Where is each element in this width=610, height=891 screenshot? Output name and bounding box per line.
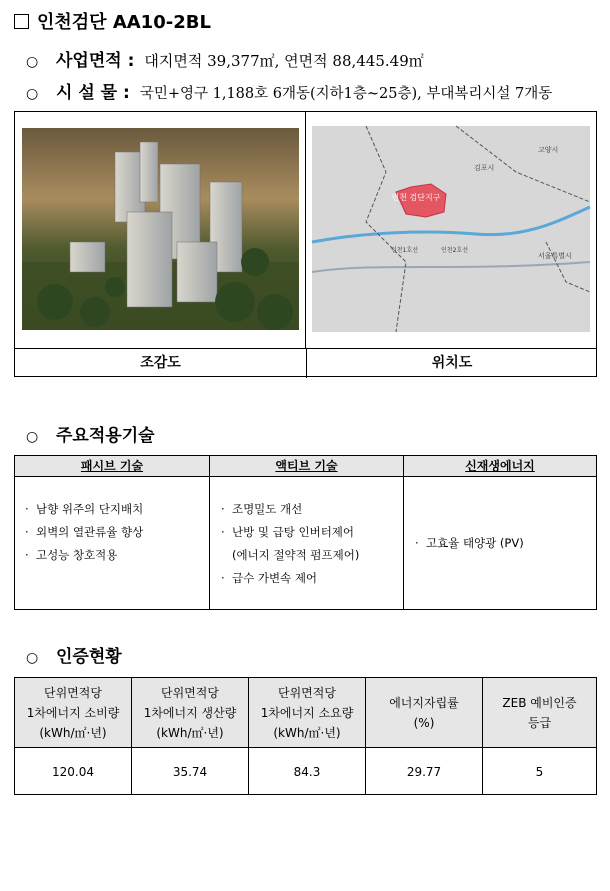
site-area-line <box>26 46 424 71</box>
cert-header-requirement: 단위면적당 1차에너지 소요량 (kWh/㎡·년) <box>260 685 354 740</box>
cert-table <box>14 677 597 795</box>
cert-value-requirement: 84.3 <box>293 765 321 779</box>
cert-header-zeb-grade: ZEB 예비인증 등급 <box>502 695 577 730</box>
cert-heading-text: 인증현황 <box>56 647 122 667</box>
circle-bullet-icon: ○ <box>26 650 39 666</box>
list-item: (에너지 절약적 펌프제어) <box>231 548 360 562</box>
map-gimpo-label: 김포시 <box>474 164 495 172</box>
circle-bullet-icon: ○ <box>26 54 39 70</box>
location-map-image <box>306 112 596 348</box>
aerial-view-image <box>15 112 305 348</box>
aerial-caption: 조감도 <box>140 355 181 371</box>
list-item: · 고성능 창호적용 <box>25 548 118 562</box>
tech-table-header <box>15 456 596 477</box>
renewable-header: 신재생에너지 <box>465 459 535 473</box>
cert-value-zeb-grade: 5 <box>535 765 544 779</box>
renewable-list <box>415 532 524 555</box>
cert-value-consumption: 120.04 <box>52 765 94 779</box>
tech-heading <box>26 421 155 446</box>
map-project-label: 인천 검단지구 <box>391 193 441 202</box>
site-area-label: 사업면적 : <box>56 51 135 71</box>
list-item: · 난방 및 급탕 인버터제어 <box>221 525 355 539</box>
tech-heading-text: 주요적용기술 <box>56 426 155 446</box>
circle-bullet-icon: ○ <box>26 429 39 445</box>
facilities-label: 시 설 물 : <box>56 83 130 103</box>
page-title <box>14 8 211 34</box>
facilities-line <box>26 78 552 103</box>
list-item: · 고효율 태양광 (PV) <box>415 536 524 550</box>
location-caption: 위치도 <box>431 355 473 371</box>
cert-value-selfsufficiency: 29.77 <box>406 765 442 779</box>
map-line2-label: 인천2호선 <box>441 247 469 254</box>
list-item: · 조명밀도 개선 <box>221 502 303 516</box>
cert-table-header <box>15 678 596 748</box>
location-cell <box>306 112 597 348</box>
facilities-value: 국민+영구 1,188호 6개동(지하1층~25층), 부대복리시설 7개동 <box>139 86 553 102</box>
passive-list <box>25 498 143 567</box>
passive-header: 패시브 기술 <box>80 459 144 473</box>
caption-row <box>15 348 596 377</box>
map-goyang-label: 고양시 <box>538 146 559 154</box>
cert-heading <box>26 642 122 667</box>
map-seoul-label: 서울특별시 <box>538 252 572 260</box>
cert-header-selfsufficiency: 에너지자립률 (%) <box>389 695 459 730</box>
aerial-cell <box>15 112 306 348</box>
active-header: 액티브 기술 <box>275 459 338 473</box>
list-item: · 외벽의 열관류율 향상 <box>25 525 144 539</box>
tech-table <box>14 455 597 610</box>
circle-bullet-icon: ○ <box>26 86 39 102</box>
list-item: · 급수 가변속 제어 <box>221 571 318 585</box>
checkbox-icon <box>14 14 29 29</box>
cert-value-production: 35.74 <box>172 765 208 779</box>
image-table <box>14 111 597 377</box>
cert-header-production: 단위면적당 1차에너지 생산량 (kWh/㎡·년) <box>143 685 237 740</box>
list-item: · 남향 위주의 단지배치 <box>25 502 144 516</box>
site-area-value: 대지면적 39,377㎡, 연면적 88,445.49㎡ <box>144 52 424 70</box>
title-text: 인천검단 AA10-2BL <box>37 12 211 33</box>
map-line1-label: 인천1호선 <box>391 247 419 254</box>
active-list <box>221 498 359 590</box>
cert-header-consumption: 단위면적당 1차에너지 소비량 (kWh/㎡·년) <box>26 685 120 740</box>
